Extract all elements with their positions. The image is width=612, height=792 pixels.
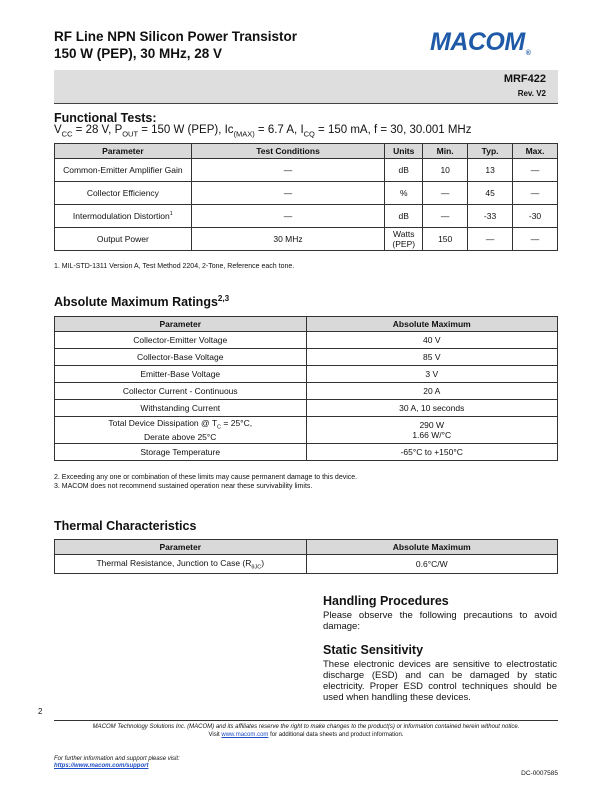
units-cell: %	[385, 182, 423, 205]
footnote-1: 1. MIL-STD-1311 Version A, Test Method 2204, 2-Tone, Reference each tone.	[54, 263, 295, 270]
max-cell: —	[513, 159, 558, 182]
page-number: 2	[38, 707, 43, 716]
abs-max-table	[54, 316, 558, 461]
units-cell: dB	[385, 205, 423, 228]
functional-tests-heading: Functional Tests:	[54, 111, 157, 125]
typ-cell: 13	[468, 159, 513, 182]
param-cell: Storage Temperature	[55, 444, 307, 461]
footnote-3: 3. MACOM does not recommend sustained operation near these survivability limits.	[54, 483, 313, 490]
footnote-2: 2. Exceeding any one or combination of these limits may cause permanent damage to this device.	[54, 474, 358, 481]
revision: Rev. V2	[517, 89, 546, 98]
test-conditions-line: $V_{CC} = 28$ V, $P_{OUT} = 150$ W (PEP), $Ic_{(MAX)} = 6.7$ A, $I_{CQ} = 150$ mA, f = 30, 30.001 MHz	[54, 124, 472, 139]
value-cell: 0.6°C/W	[306, 555, 558, 574]
footer-rule	[54, 720, 558, 721]
min-cell: 150	[423, 228, 468, 251]
value-cell: 85 V	[306, 349, 558, 366]
max-cell: —	[513, 182, 558, 205]
value-cell: 40 V	[306, 332, 558, 349]
col-header: Units	[385, 144, 423, 159]
col-header: Typ.	[468, 144, 513, 159]
cond-cell: 30 MHz	[191, 228, 385, 251]
logo-text: MACOM	[430, 28, 525, 56]
typ-cell: 45	[468, 182, 513, 205]
param-cell	[55, 205, 192, 228]
footer-visit-line	[54, 732, 558, 738]
table-row	[55, 400, 558, 417]
min-cell: 10	[423, 159, 468, 182]
document-title	[54, 28, 297, 62]
param-cell: Total Device Dissipation @ $T_C = 25^\circ C$, Derate above 25°C	[55, 417, 307, 444]
table-row	[55, 383, 558, 400]
param-cell: Emitter-Base Voltage	[55, 366, 307, 383]
table-header-row	[55, 144, 558, 159]
col-header: Absolute Maximum	[306, 317, 558, 332]
table-row	[55, 444, 558, 461]
esd-heading: Static Sensitivity	[323, 643, 424, 657]
handling-text: Please observe the following precautions to avoid damage:	[323, 610, 557, 632]
col-header: Test Conditions	[191, 144, 385, 159]
value-cell: 3 V	[306, 366, 558, 383]
param-cell: Withstanding Current	[55, 400, 307, 417]
abs-max-heading-text: Absolute Maximum Ratings	[54, 295, 218, 310]
support-link[interactable]: https://www.macom.com/support	[54, 763, 149, 769]
table-row	[55, 228, 558, 251]
col-header: Max.	[513, 144, 558, 159]
table-row	[55, 555, 558, 574]
min-cell: —	[423, 205, 468, 228]
cond-cell: —	[191, 159, 385, 182]
param-cell: Collector Current - Continuous	[55, 383, 307, 400]
support-label: For further information and support please visit:	[54, 756, 180, 762]
typ-cell: -33	[468, 205, 513, 228]
macom-website-link[interactable]: www.macom.com	[221, 732, 269, 738]
table-header-row	[55, 317, 558, 332]
units-cell: Watts (PEP)	[385, 228, 423, 251]
document-id: DC-0007585	[521, 770, 558, 777]
typ-cell: —	[468, 228, 513, 251]
param-cell: Collector-Emitter Voltage	[55, 332, 307, 349]
col-header: Parameter	[55, 540, 307, 555]
max-cell: -30	[513, 205, 558, 228]
units-cell: dB	[385, 159, 423, 182]
table-row	[55, 182, 558, 205]
title-line-2: 150 W (PEP), 30 MHz, 28 V	[54, 46, 223, 61]
functional-tests-table	[54, 143, 558, 251]
visit-suffix: for additional data sheets and product information.	[268, 732, 404, 738]
param-cell: Collector-Base Voltage	[55, 349, 307, 366]
param-text: Intermodulation Distortion	[72, 211, 170, 221]
value-cell: 20 A	[306, 383, 558, 400]
col-header: Min.	[423, 144, 468, 159]
col-header: Parameter	[55, 317, 307, 332]
handling-heading: Handling Procedures	[323, 594, 449, 608]
table-row	[55, 205, 558, 228]
part-number-band	[54, 70, 558, 104]
table-row	[55, 417, 558, 444]
col-header: Absolute Maximum	[306, 540, 558, 555]
abs-max-heading	[54, 294, 229, 309]
table-header-row	[55, 540, 558, 555]
thermal-table	[54, 539, 558, 574]
table-row	[55, 349, 558, 366]
macom-logo	[430, 28, 530, 57]
param-cell: Thermal Resistance, Junction to Case $(R_{\theta JC})$	[55, 555, 307, 574]
col-header: Parameter	[55, 144, 192, 159]
footer-disclaimer: MACOM Technology Solutions Inc. (MACOM) and its affiliates reserve the right to make changes to the product(s) or information contained herein without notice.	[92, 724, 520, 730]
min-cell: —	[423, 182, 468, 205]
value-cell: -65°C to +150°C	[306, 444, 558, 461]
registered-mark: ®	[525, 50, 531, 57]
abs-max-notes	[54, 473, 357, 491]
esd-text: These electronic devices are sensitive to electrostatic discharge (ESD) and can be damaged by static electricity. Proper ESD control techniques should be used when handling these devices.	[323, 659, 557, 703]
max-cell: —	[513, 228, 558, 251]
value-cell: 290 W 1.66 W/°C	[306, 417, 558, 444]
cond-cell: —	[191, 182, 385, 205]
abs-max-heading-sup: 2,3	[217, 294, 230, 303]
part-number: MRF422	[503, 73, 546, 85]
visit-prefix: Visit	[208, 732, 222, 738]
value-cell: 30 A, 10 seconds	[306, 400, 558, 417]
table-row	[55, 159, 558, 182]
param-cell: Collector Efficiency	[55, 182, 192, 205]
thermal-heading: Thermal Characteristics	[54, 519, 197, 533]
cond-cell: —	[191, 205, 385, 228]
table-row	[55, 366, 558, 383]
footnote-ref: 1	[169, 211, 173, 218]
table-row	[55, 332, 558, 349]
title-line-1: RF Line NPN Silicon Power Transistor	[54, 29, 298, 44]
param-cell: Common-Emitter Amplifier Gain	[55, 159, 192, 182]
param-cell: Output Power	[55, 228, 192, 251]
